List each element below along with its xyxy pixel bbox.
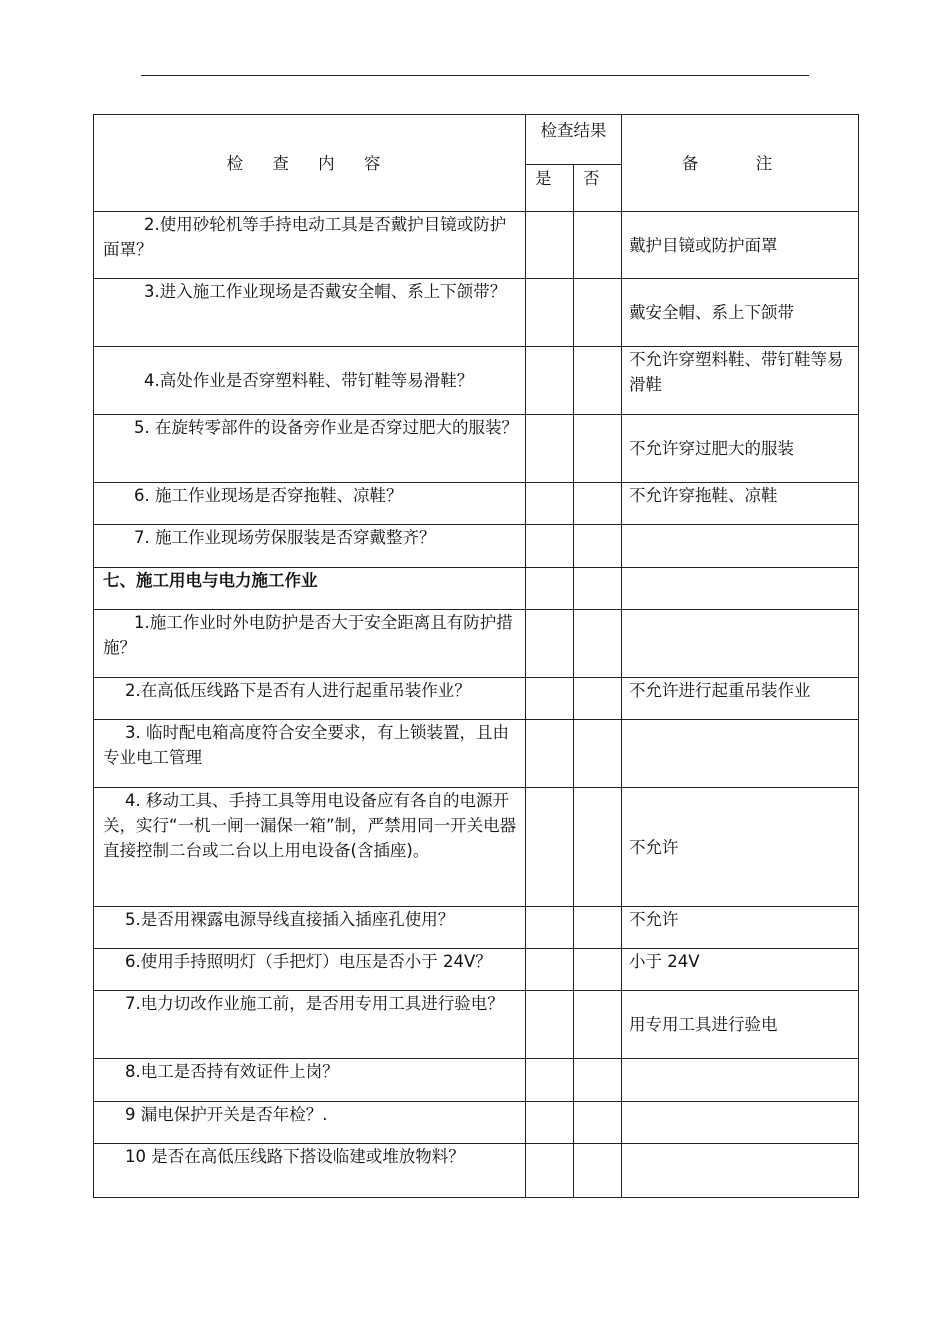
- row-note: 用专用工具进行验电: [622, 991, 859, 1059]
- row-no-cell[interactable]: [574, 525, 622, 568]
- section-row: [94, 568, 859, 610]
- row-yes-cell[interactable]: [526, 720, 574, 788]
- row-note: [622, 720, 859, 788]
- row-note: 戴安全帽、系上下颌带: [622, 279, 859, 347]
- table-row: [94, 483, 859, 525]
- row-content: [94, 1102, 526, 1144]
- header-note: 备 注: [622, 115, 859, 212]
- row-no-cell[interactable]: [574, 949, 622, 991]
- row-note: 戴护目镜或防护面罩: [622, 212, 859, 279]
- table-row: [94, 720, 859, 788]
- row-note: 不允许穿拖鞋、凉鞋: [622, 483, 859, 525]
- row-content-text: 5.是否用裸露电源导线直接插入插座孔使用？: [125, 910, 455, 929]
- row-content: [94, 212, 526, 279]
- row-note: [622, 1144, 859, 1198]
- row-yes-cell[interactable]: [526, 1144, 574, 1198]
- row-yes-cell[interactable]: [526, 610, 574, 678]
- row-note: [622, 568, 859, 610]
- row-no-cell[interactable]: [574, 1102, 622, 1144]
- row-yes-cell[interactable]: [526, 1059, 574, 1102]
- row-content-text: 3. 临时配电箱高度符合安全要求，有上锁装置，且由专业电工管理: [103, 723, 509, 767]
- header-no: 否: [574, 165, 622, 212]
- row-note: 不允许穿塑料鞋、带钉鞋等易滑鞋: [622, 347, 859, 415]
- table-row: [94, 347, 859, 415]
- row-note: [622, 525, 859, 568]
- row-content: [94, 1059, 526, 1102]
- row-content: [94, 279, 526, 347]
- row-content: [94, 991, 526, 1059]
- header-yes: 是: [526, 165, 574, 212]
- table-row: [94, 1102, 859, 1144]
- row-yes-cell[interactable]: [526, 1102, 574, 1144]
- row-yes-cell[interactable]: [526, 347, 574, 415]
- section-title-text: 七、施工用电与电力施工作业: [103, 571, 318, 590]
- row-content-text: 3.进入施工作业现场是否戴安全帽、系上下颌带？: [144, 282, 507, 301]
- row-content: [94, 678, 526, 720]
- row-content: [94, 1144, 526, 1198]
- row-content: [94, 610, 526, 678]
- row-yes-cell[interactable]: [526, 483, 574, 525]
- row-no-cell[interactable]: [574, 991, 622, 1059]
- table-row: [94, 678, 859, 720]
- row-no-cell[interactable]: [574, 415, 622, 483]
- row-note: 小于 24V: [622, 949, 859, 991]
- row-content-text: 10 是否在高低压线路下搭设临建或堆放物料？: [125, 1147, 465, 1166]
- table-row: [94, 1059, 859, 1102]
- row-content: [94, 483, 526, 525]
- inspection-table: [93, 114, 859, 1198]
- row-note: 不允许穿过肥大的服装: [622, 415, 859, 483]
- row-yes-cell[interactable]: [526, 415, 574, 483]
- row-content: [94, 949, 526, 991]
- row-content: [94, 720, 526, 788]
- row-yes-cell[interactable]: [526, 907, 574, 949]
- header-rule: [141, 75, 809, 76]
- row-content-text: 4.高处作业是否穿塑料鞋、带钉鞋等易滑鞋？: [144, 371, 474, 390]
- table-header-row: [94, 115, 859, 165]
- row-no-cell[interactable]: [574, 907, 622, 949]
- table-row: [94, 1144, 859, 1198]
- row-content-text: 6. 施工作业现场是否穿拖鞋、凉鞋？: [134, 486, 403, 505]
- row-no-cell[interactable]: [574, 1144, 622, 1198]
- row-no-cell[interactable]: [574, 610, 622, 678]
- row-content-text: 5. 在旋转零部件的设备旁作业是否穿过肥大的服装？: [134, 418, 518, 437]
- row-note: 不允许进行起重吊装作业: [622, 678, 859, 720]
- row-no-cell[interactable]: [574, 212, 622, 279]
- row-content: [94, 347, 526, 415]
- row-note: [622, 1102, 859, 1144]
- row-no-cell[interactable]: [574, 347, 622, 415]
- row-yes-cell[interactable]: [526, 949, 574, 991]
- table-row: [94, 525, 859, 568]
- row-yes-cell[interactable]: [526, 279, 574, 347]
- row-yes-cell[interactable]: [526, 788, 574, 907]
- row-note: [622, 1059, 859, 1102]
- row-yes-cell[interactable]: [526, 525, 574, 568]
- section-title: [94, 568, 526, 610]
- row-content-text: 7. 施工作业现场劳保服装是否穿戴整齐？: [134, 528, 436, 547]
- row-yes-cell[interactable]: [526, 678, 574, 720]
- table-row: [94, 991, 859, 1059]
- row-no-cell[interactable]: [574, 279, 622, 347]
- table-row: [94, 610, 859, 678]
- row-note: 不允许: [622, 788, 859, 907]
- row-yes-cell[interactable]: [526, 212, 574, 279]
- row-no-cell: [574, 568, 622, 610]
- table-row: [94, 279, 859, 347]
- header-content: 检 查 内 容: [94, 115, 526, 212]
- header-result: 检查结果: [526, 115, 622, 165]
- row-yes-cell: [526, 568, 574, 610]
- table-row: [94, 907, 859, 949]
- row-content: [94, 525, 526, 568]
- row-content-text: 2.在高低压线路下是否有人进行起重吊装作业？: [125, 681, 471, 700]
- row-content: [94, 788, 526, 907]
- row-no-cell[interactable]: [574, 788, 622, 907]
- row-content: [94, 907, 526, 949]
- row-content-text: 9 漏电保护开关是否年检？.: [125, 1105, 328, 1124]
- row-content-text: 7.电力切改作业施工前，是否用专用工具进行验电？: [125, 994, 504, 1013]
- row-yes-cell[interactable]: [526, 991, 574, 1059]
- row-content-text: 1.施工作业时外电防护是否大于安全距离且有防护措施？: [103, 613, 513, 657]
- row-note: [622, 610, 859, 678]
- row-no-cell[interactable]: [574, 720, 622, 788]
- row-content: [94, 415, 526, 483]
- row-content-text: 8.电工是否持有效证件上岗？: [125, 1062, 339, 1081]
- row-note: 不允许: [622, 907, 859, 949]
- row-content-text: 4. 移动工具、手持工具等用电设备应有各自的电源开关，实行“一机一闸一漏保一箱”制，严禁用同一开关电器直接控制二台或二台以上用电设备(含插座)。: [103, 791, 517, 860]
- row-content-text: 2.使用砂轮机等手持电动工具是否戴护目镜或防护面罩？: [103, 215, 507, 259]
- row-content-text: 6.使用手持照明灯（手把灯）电压是否小于 24V？: [125, 952, 492, 971]
- table-row: [94, 788, 859, 907]
- table-row: [94, 212, 859, 279]
- table-row: [94, 949, 859, 991]
- row-no-cell[interactable]: [574, 678, 622, 720]
- table-row: [94, 415, 859, 483]
- row-no-cell[interactable]: [574, 1059, 622, 1102]
- row-no-cell[interactable]: [574, 483, 622, 525]
